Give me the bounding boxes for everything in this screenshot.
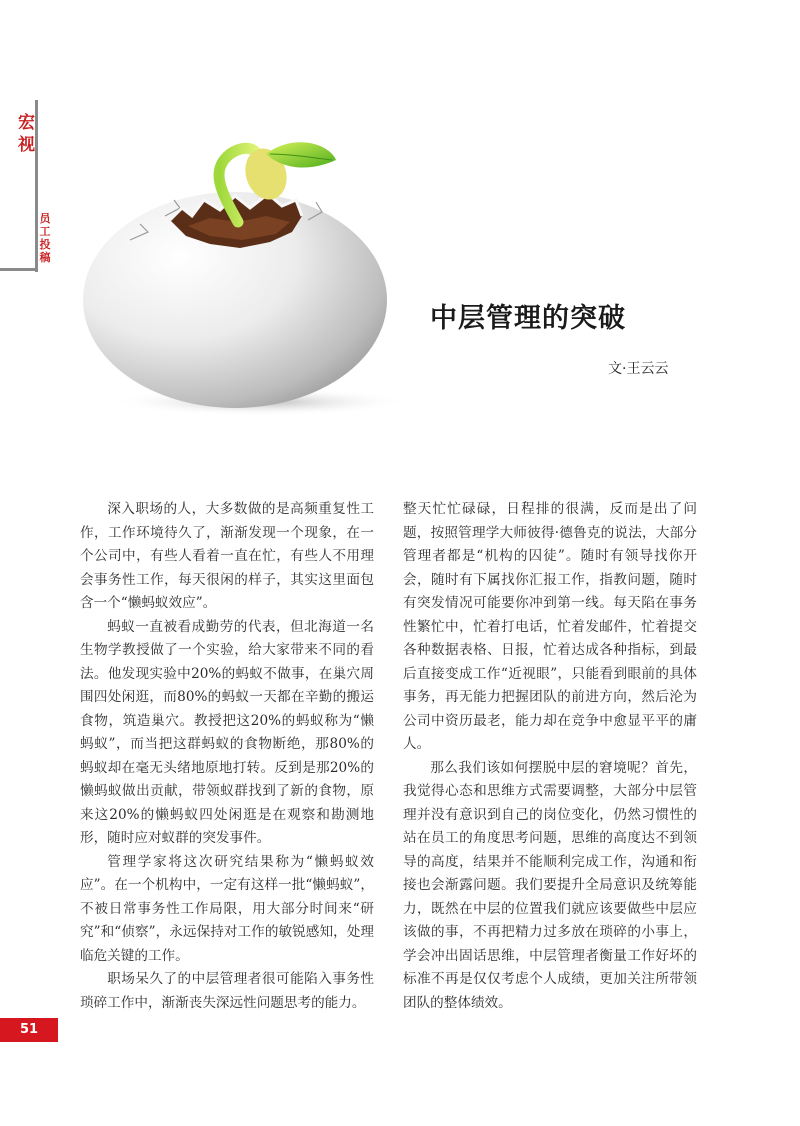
paragraph: 职场呆久了的中层管理者很可能陷入事务性琐碎工作中，渐渐丧失深远性问题思考的能力。	[80, 971, 374, 1011]
paragraph: 那么我们该如何摆脱中层的窘境呢？首先，我觉得心态和思维方式需要调整，大部分中层管理并没有意识到自己的岗位变化，仍然习惯性的站在员工的角度思考问题，思维的高度达不到领导的高度，结果并不能顺利完成工作，沟通和衔接也会渐露问题。我们要提升全局意识及统筹能力，既然在中层的位置我们就应该要做些中层应该做的事，不再把精力过多放在琐碎的小事上，学会冲出固话思维，中层管理者衡量工作好坏的标准不再是仅仅考虑个人成绩，更加关注所带领团队的整体绩效。	[403, 759, 697, 1011]
paragraph: 深入职场的人，大多数做的是高频重复性工作，工作环境待久了，渐渐发现一个现象，在一个公司中，有些人看着一直在忙，有些人不用理会事务性工作，每天很闲的样子，其实这里面包含一个“懒蚂蚁效应”。	[80, 501, 374, 611]
paragraph: 管理学家将这次研究结果称为“懒蚂蚁效应”。在一个机构中，一定有这样一批“懒蚂蚁”，不被日常事务性工作局限，用大部分时间来“研究”和“侦察”，永远保持对工作的敏锐感知，处理临危关键的工作。	[80, 853, 374, 964]
left-column	[80, 498, 374, 1015]
right-column	[403, 498, 697, 1015]
section-subtitle: 员工投稿	[39, 212, 51, 264]
article-title: 中层管理的突破	[430, 303, 626, 334]
egg-sprout-illustration	[70, 130, 410, 420]
article-author: 文·王云云	[608, 361, 669, 377]
section-title: 宏视	[18, 113, 35, 155]
page-number: 51	[0, 1018, 58, 1042]
paragraph: 整天忙忙碌碌，日程排的很满，反而是出了问题，按照管理学大师彼得·德鲁克的说法，大部分管理者都是“机构的囚徒”。随时有领导找你开会，随时有下属找你汇报工作，指教问题，随时有突发情况可能要你冲到第一线。每天陷在事务性繁忙中，忙着打电话，忙着发邮件，忙着提交各种数据表格、日报，忙着达成各种指标，到最后直接变成工作“近视眼”，只能看到眼前的具体事务，再无能力把握团队的前进方向，然后沦为公司中资历最老，能力却在竞争中愈显平平的庸人。	[403, 501, 697, 752]
section-horizontal-rule	[0, 268, 38, 271]
paragraph: 蚂蚁一直被看成勤劳的代表，但北海道一名生物学教授做了一个实验，给大家带来不同的看法。他发现实验中20%的蚂蚁不做事，在巢穴周围四处闲逛，而80%的蚂蚁一天都在辛勤的搬运食物，筑造巢穴。教授把这20%的蚂蚁称为“懒蚂蚁”，而当把这群蚂蚁的食物断绝，那80%的蚂蚁却在毫无头绪地原地打转。反到是那20%的懒蚂蚁做出贡献，带领蚁群找到了新的食物，原来这20%的懒蚂蚁四处闲逛是在观察和勘测地形，随时应对蚁群的突发事件。	[80, 618, 374, 846]
